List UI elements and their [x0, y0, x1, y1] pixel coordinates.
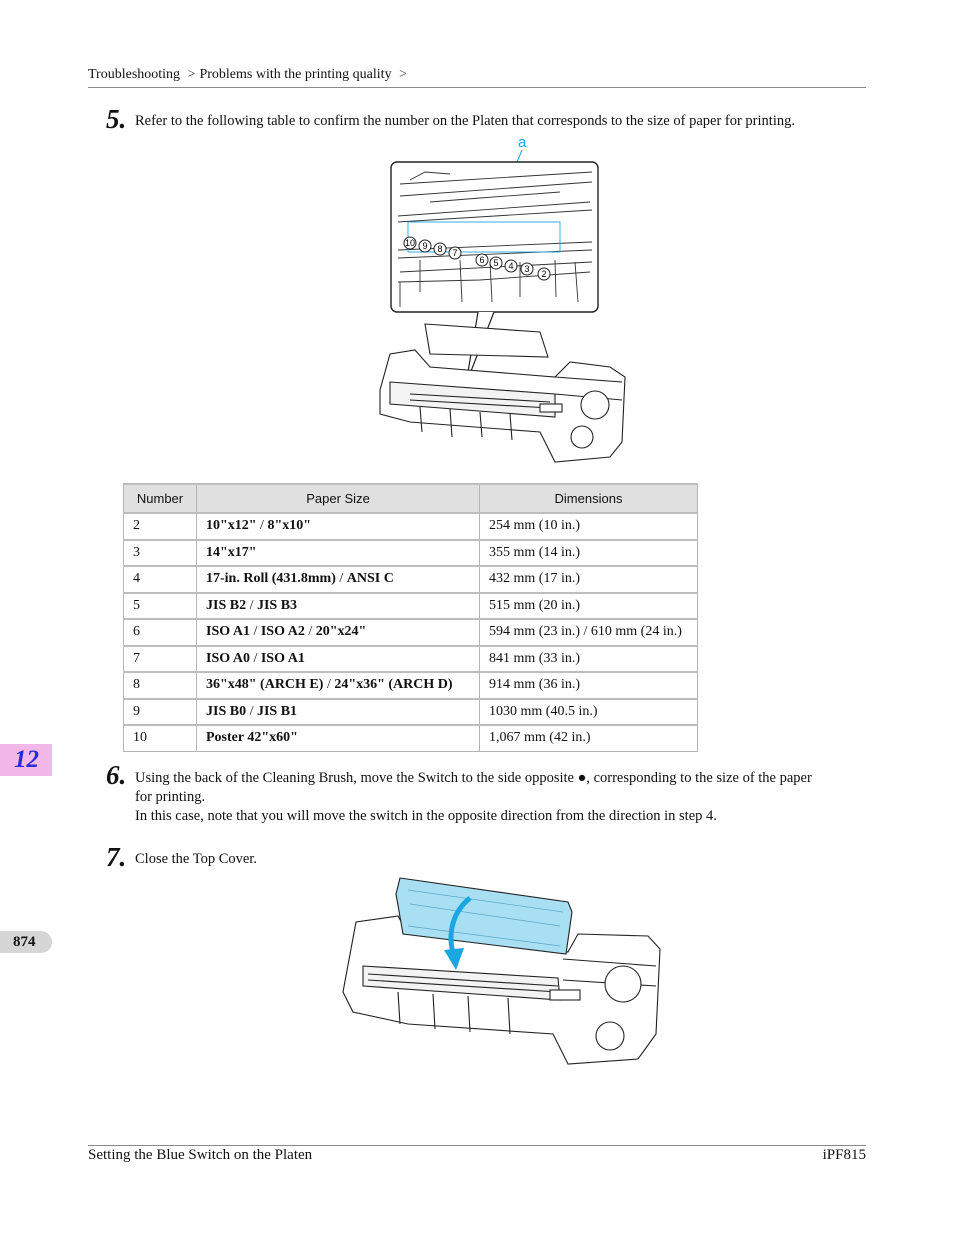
cell-paper-size	[197, 699, 480, 726]
page-number-tab	[0, 931, 52, 953]
size-separator: /	[246, 597, 257, 613]
breadcrumb-troubleshooting[interactable]: Troubleshooting	[88, 67, 181, 82]
cell-dimensions: 432 mm (17 in.)	[480, 566, 698, 593]
header-number: Number	[124, 484, 197, 513]
breadcrumb-printing-quality[interactable]: Problems with the printing quality	[199, 67, 392, 82]
platen-switch-figure	[370, 132, 640, 467]
cell-dimensions: 254 mm (10 in.)	[480, 513, 698, 540]
size-text: ISO A2	[260, 624, 305, 640]
size-text: 10"x12"	[206, 518, 257, 534]
size-separator: /	[256, 518, 268, 534]
table-row	[124, 566, 698, 593]
chapter-tab[interactable]	[0, 744, 52, 776]
cell-dimensions: 515 mm (20 in.)	[480, 593, 698, 620]
cell-number: 5	[124, 593, 197, 620]
switch-number: 3	[524, 264, 530, 274]
breadcrumb	[88, 67, 411, 83]
step-7-number: 7.	[106, 842, 127, 872]
size-text: 17-in. Roll (431.8mm)	[206, 571, 336, 587]
table-row	[124, 699, 698, 726]
header-dimensions: Dimensions	[480, 484, 698, 513]
switch-number: 7	[452, 248, 458, 258]
switch-number: 6	[479, 255, 485, 265]
size-separator: /	[249, 624, 261, 640]
cell-paper-size	[197, 672, 480, 699]
close-top-cover-figure	[338, 874, 666, 1070]
step-6-line: Using the back of the Cleaning Brush, move the Switch to the side opposite ●, corresponding to the size of the paper	[135, 770, 812, 786]
page-number: 874	[13, 934, 36, 950]
size-text: ISO A1	[260, 650, 305, 666]
step-5-text: Refer to the following table to confirm the number on the Platen that corresponds to the size of paper for printing.	[135, 113, 795, 129]
cell-dimensions: 1,067 mm (42 in.)	[480, 725, 698, 751]
size-text: 36"x48" (ARCH E)	[206, 677, 324, 693]
cell-number: 10	[124, 725, 197, 751]
footer-section-title: Setting the Blue Switch on the Platen	[88, 1147, 313, 1163]
table-row	[124, 593, 698, 620]
cell-dimensions: 1030 mm (40.5 in.)	[480, 699, 698, 726]
size-separator: /	[323, 677, 335, 693]
footer-model-name: iPF815	[822, 1147, 866, 1163]
cell-number: 2	[124, 513, 197, 540]
size-text: JIS B2	[206, 597, 247, 613]
size-separator: /	[335, 571, 347, 587]
cell-paper-size	[197, 540, 480, 567]
size-text: JIS B1	[256, 703, 298, 719]
cell-paper-size	[197, 566, 480, 593]
cell-number: 3	[124, 540, 197, 567]
switch-number: 10	[404, 238, 416, 248]
switch-number: 4	[508, 261, 514, 271]
cell-number: 9	[124, 699, 197, 726]
size-text: Poster 42"x60"	[206, 730, 298, 746]
size-text: ISO A1	[206, 624, 250, 640]
table-row	[124, 513, 698, 540]
header-rule	[88, 87, 866, 88]
cell-dimensions: 841 mm (33 in.)	[480, 646, 698, 673]
cell-number: 4	[124, 566, 197, 593]
size-text: 20"x24"	[315, 624, 367, 640]
table-row	[124, 672, 698, 699]
switch-number: 9	[422, 241, 428, 251]
table-row	[124, 540, 698, 567]
size-text: ANSI C	[346, 571, 394, 587]
table-row	[124, 725, 698, 751]
size-text: 8"x10"	[267, 518, 311, 534]
inset-frame	[391, 162, 598, 312]
switch-number: 2	[541, 269, 547, 279]
step-7-text: Close the Top Cover.	[135, 851, 257, 867]
table-header-row	[124, 484, 698, 513]
size-separator: /	[304, 624, 316, 640]
step-6-line: for printing.	[135, 789, 206, 805]
cell-paper-size	[197, 593, 480, 620]
breadcrumb-separator: >	[399, 67, 407, 82]
switch-number: 5	[493, 258, 499, 268]
cell-number: 8	[124, 672, 197, 699]
footer-rule	[88, 1145, 866, 1146]
breadcrumb-separator: >	[187, 67, 196, 82]
size-text: JIS B0	[206, 703, 247, 719]
table-row	[124, 619, 698, 646]
cell-number: 6	[124, 619, 197, 646]
switch-number: 8	[437, 244, 443, 254]
printer-drawing	[380, 324, 625, 462]
size-text: JIS B3	[256, 597, 298, 613]
step-6-note: In this case, note that you will move the switch in the opposite direction from the direction in step 4.	[135, 808, 717, 824]
cell-dimensions: 594 mm (23 in.) / 610 mm (24 in.)	[480, 619, 698, 646]
cell-number: 7	[124, 646, 197, 673]
size-text: 24"x36" (ARCH D)	[334, 677, 453, 693]
size-text: ISO A0	[206, 650, 250, 666]
size-text: 14"x17"	[206, 544, 257, 560]
cell-paper-size	[197, 619, 480, 646]
size-separator: /	[246, 703, 257, 719]
size-separator: /	[249, 650, 261, 666]
cell-dimensions: 355 mm (14 in.)	[480, 540, 698, 567]
step-6-text	[135, 769, 875, 826]
chapter-number: 12	[14, 746, 39, 773]
header-paper-size: Paper Size	[197, 484, 480, 513]
step-6-number: 6.	[106, 760, 127, 790]
cell-dimensions: 914 mm (36 in.)	[480, 672, 698, 699]
cell-paper-size	[197, 646, 480, 673]
callout-label-a: a	[518, 134, 527, 151]
cell-paper-size	[197, 513, 480, 540]
paper-size-table	[123, 483, 698, 752]
cell-paper-size	[197, 725, 480, 751]
table-row	[124, 646, 698, 673]
step-5-number: 5.	[106, 104, 127, 134]
